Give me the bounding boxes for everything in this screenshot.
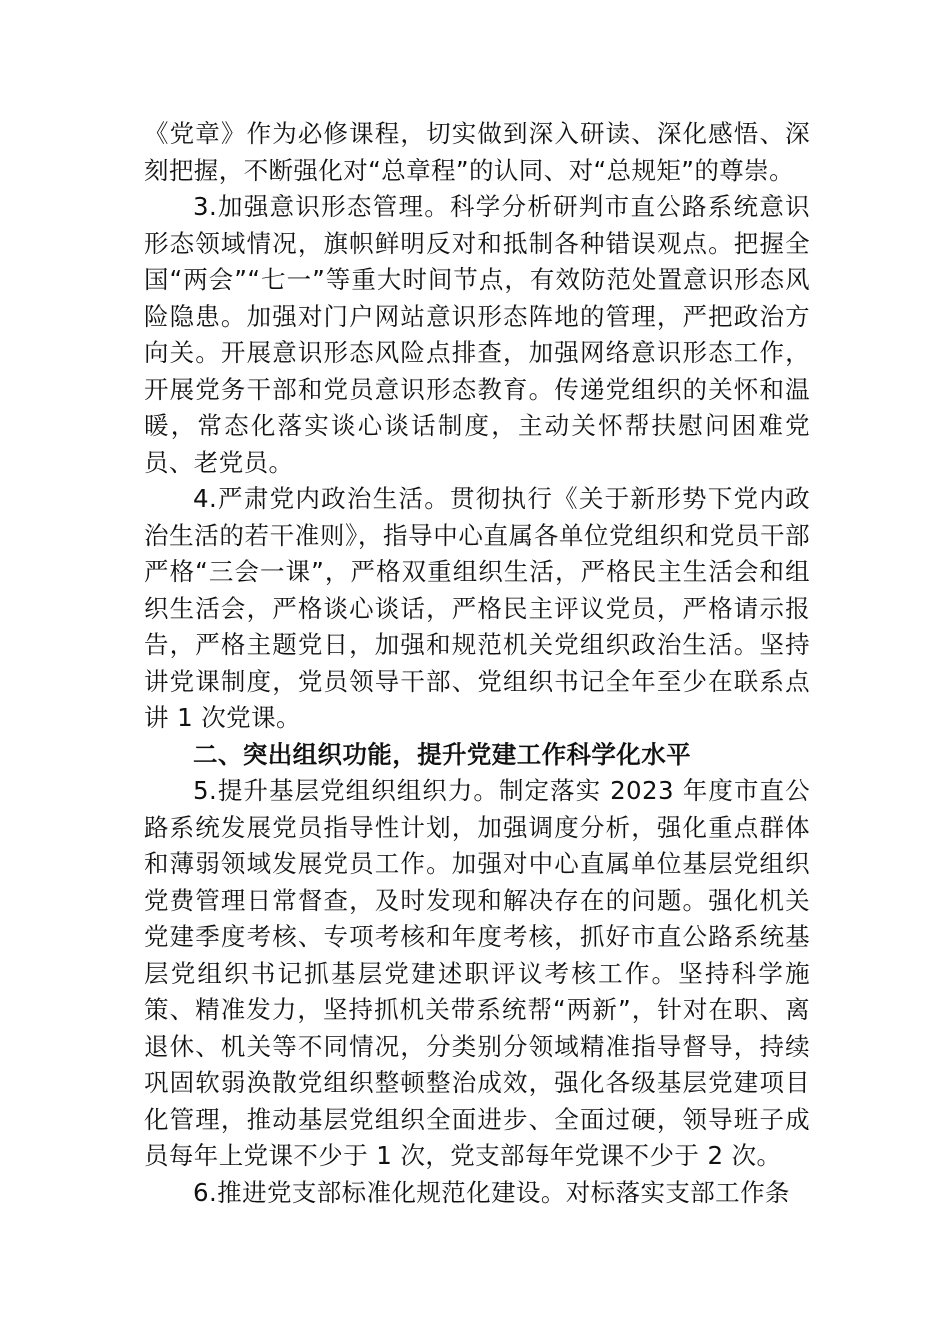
section-heading-2: 二、突出组织功能，提升党建工作科学化水平 — [193, 739, 691, 769]
document-body — [144, 116, 810, 1211]
paragraph-item-3: 3.加强意识形态管理。科学分析研判市直公路系统意识形态领域情况，旗帜鲜明反对和抵制各种错误观点。把握全国“两会”“七一”等重大时间节点，有效防范处置意识形态风险隐患。加强对门户网站意识形态阵地的管理，严把政治方向关。开展意识形态风险点排查，加强网络意识形态工作，开展党务干部和党员意识形态教育。传递党组织的关怀和温暖，常态化落实谈心谈话制度，主动关怀帮扶慰问困难党员、老党员。 — [144, 192, 810, 477]
paragraph-item-5: 5.提升基层党组织组织力。制定落实 2023 年度市直公路系统发展党员指导性计划，加强调度分析，强化重点群体和薄弱领域发展党员工作。加强对中心直属单位基层党组织党费管理日常督查，及时发现和解决存在的问题。强化机关党建季度考核、专项考核和年度考核，抓好市直公路系统基层党组织书记抓基层党建述职评议考核工作。坚持科学施策、精准发力，坚持抓机关带系统帮“两新”，针对在职、离退休、机关等不同情况，分类别分领域精准指导督导，持续巩固软弱涣散党组织整顿整治成效，强化各级基层党建项目化管理，推动基层党组织全面进步、全面过硬，领导班子成员每年上党课不少于 1 次，党支部每年党课不少于 2 次。 — [144, 776, 810, 1170]
paragraph-continuation: 《党章》作为必修课程，切实做到深入研读、深化感悟、深刻把握，不断强化对“总章程”的认同、对“总规矩”的尊崇。 — [144, 119, 810, 185]
paragraph-item-6: 6.推进党支部标准化规范化建设。对标落实支部工作条 — [193, 1177, 790, 1207]
paragraph-item-4: 4.严肃党内政治生活。贯彻执行《关于新形势下党内政治生活的若干准则》，指导中心直属各单位党组织和党员干部严格“三会一课”，严格双重组织生活，严格民主生活会和组织生活会，严格谈心谈话，严格民主评议党员，严格请示报告，严格主题党日，加强和规范机关党组织政治生活。坚持讲党课制度，党员领导干部、党组织书记全年至少在联系点讲 1 次党课。 — [144, 484, 810, 732]
